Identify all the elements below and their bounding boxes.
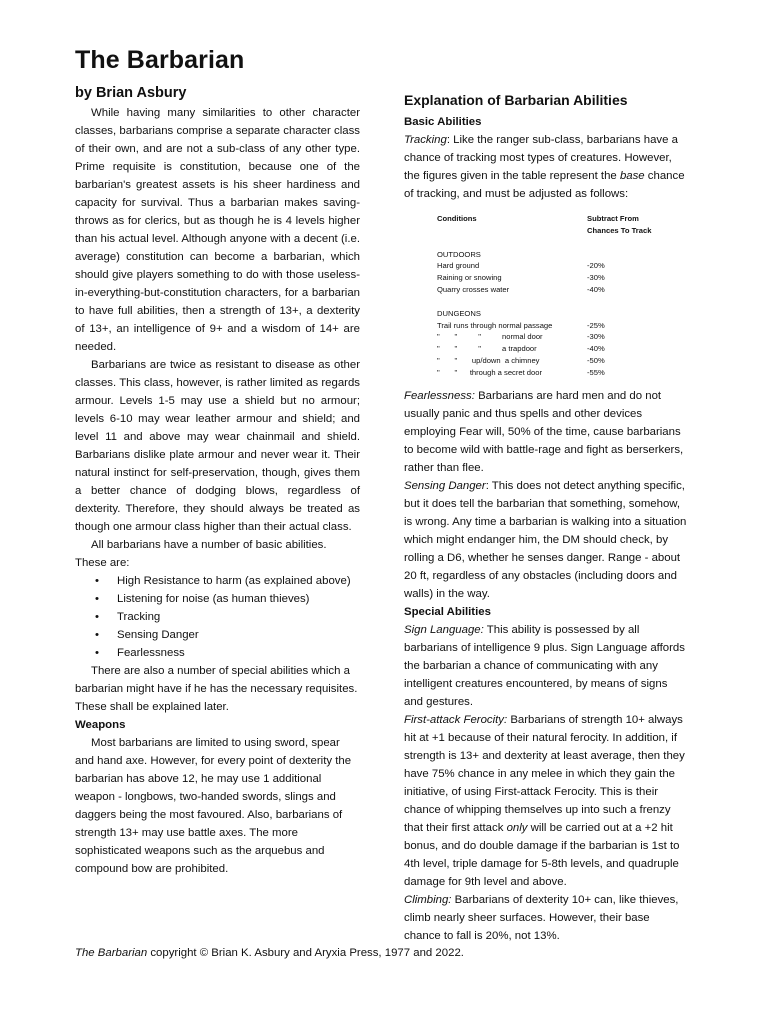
tracking-modifiers-table [437,213,651,379]
table-row [437,260,651,272]
right-column [404,90,689,945]
fearlessness-text: Barbarians are hard men and do not usually panic and thus spells and other devices employing Fear will, 50% of the time, cause barbarians to become wild with battle-rage and fight as berserkers, rather than flee. [404,389,684,474]
dungeons-label: DUNGEONS [437,308,481,318]
condition-cell: " " up/down a chimney [437,355,540,365]
special-abilities-intro: There are also a number of special abilities which a barbarian might have if he has the necessary requisites. These shall be explained later. [75,665,358,713]
condition-cell: Quarry crosses water [437,284,510,294]
climbing-label: Climbing: [404,893,452,906]
basic-abilities-list [75,572,360,662]
basic-abilities-heading: Basic Abilities [404,116,482,128]
table-header-row [437,213,651,237]
table-row [437,320,651,332]
climbing-text: Barbarians of dexterity 10+ can, like thieves, climb nearly sheer surfaces. However, their base chance to fall is 20%, not 13%. [404,893,679,942]
fearlessness-paragraph [404,387,689,477]
ferocity-paragraph [404,711,689,891]
climbing-paragraph [404,891,689,945]
footer-title: The Barbarian [75,947,148,959]
modifier-cell: -50% [587,355,605,365]
table-group-row [437,249,651,261]
subtract-header-line2: Chances To Track [587,225,652,235]
copyright-footer [75,947,464,959]
ferocity-text-end: will be carried out at a +2 hit bonus, and do double damage if the barbarian is 1st to 4th level, triple damage for 5-8th levels, and quadruple damage for 9th level and above. [404,821,680,888]
modifier-cell: -30% [587,273,605,283]
sensing-danger-label: Sensing Danger [404,479,486,492]
ferocity-text: Barbarians of strength 10+ always hit at +1 because of their natural ferocity. In addition, if strength is 13+ and dexterity at least average, then they have 75% chance in any melee in which they gain the initiative, of using First-attack Ferocity. This is their chance of whipping themselves up into such a frenzy that their first attack [404,713,685,834]
table-row [437,331,651,343]
sign-language-paragraph [404,621,689,711]
condition-cell: Raining or snowing [437,273,502,283]
section-heading: Explanation of Barbarian Abilities [404,92,628,108]
modifier-cell: -30% [587,332,605,342]
modifier-cell: -40% [587,284,605,294]
weapons-heading: Weapons [75,719,126,731]
table-row [437,343,651,355]
list-item: • Listening for noise (as human thieves) [117,590,360,608]
modifier-cell: -25% [587,320,605,330]
author-byline: by Brian Asbury [75,85,187,101]
weapons-paragraph: Most barbarians are limited to using sword, spear and hand axe. However, for every point of dexterity the barbarian has above 12, he may use 1 additional weapon - longbows, two-handed swords, slings and daggers being the most favoured. Also, barbarians of strength 13+ may use battle axes. The more sophisticated weapons such as the arquebus and compound bow are prohibited. [75,737,352,875]
tracking-text: : Like the ranger sub-class, barbarians have a chance of tracking most types of creatures. However, the figures given in the table represent the [404,134,678,182]
conditions-header: Conditions [437,214,477,223]
condition-cell: " " " normal door [437,332,543,342]
table-row [437,272,651,284]
condition-cell: Hard ground [437,261,480,271]
condition-cell: Trail runs through normal passage [437,320,553,330]
page-title: The Barbarian [75,46,245,74]
tracking-text-end: chance of tracking, and must be adjusted as follows: [404,170,685,200]
table-group-row [437,308,651,320]
table-spacer [437,237,651,249]
table-row [437,284,651,296]
ferocity-emphasis: only [506,821,528,834]
tracking-paragraph [404,131,689,203]
special-abilities-heading: Special Abilities [404,605,491,618]
sign-language-label: Sign Language: [404,623,484,636]
armour-paragraph: Barbarians are twice as resistant to disease as other classes. This class, however, is rather limited as regards armour. Levels 1-5 may use a shield but no armour; levels 6-10 may wear leather armour and shield; and level 11 and above may wear chainmail and shield. Barbarians dislike plate armour and never wear it. Their natural instinct for self-preservation, though, gives them a better chance of dodging blows, regardless of dexterity. Therefore, they should always be treated as though one armour class higher than their actual class. [75,359,360,533]
modifier-cell: -55% [587,367,605,377]
condition-cell: " " through a secret door [437,367,543,377]
footer-text: copyright © Brian K. Asbury and Aryxia Press, 1977 and 2022. [147,947,464,959]
table-spacer [437,296,651,308]
subtract-header [587,213,651,237]
sensing-danger-paragraph [404,477,689,603]
ferocity-label: First-attack Ferocity: [404,713,508,726]
tracking-emphasis: base [619,170,645,182]
subtract-header-line1: Subtract From [587,214,639,223]
modifier-cell: -20% [587,261,605,271]
modifier-cell: -40% [587,344,605,354]
sign-language-text: This ability is possessed by all barbarians of intelligence 9 plus. Sign Language affords the barbarian a chance of communicating with any intelligent creatures encountered, by means of signs and gestures. [404,623,685,708]
list-item: • Fearlessness [117,644,360,662]
table-row [437,355,651,367]
condition-cell: " " " a trapdoor [437,344,537,354]
list-item: • Sensing Danger [117,626,360,644]
intro-paragraph: While having many similarities to other character classes, barbarians comprise a separate character class of their own, and are not a sub-class of any other type. Prime requisite is constitution, because one of the barbarian's greatest assets is his sheer hardiness and capacity for survival. Thus a barbarian makes saving-throws as for clerics, but as though he is 4 levels higher than his actual level. Although anyone with a decent (i.e. average) constitution can become a barbarian, which should give players something to do with those useless-in-everything-but-constitution characters, for a barbarian to have full abilities, then a strength of 13+, a dexterity of 13+, an intelligence of 9+ and a wisdom of 14+ are needed. [75,107,360,353]
tracking-label: Tracking [404,134,447,146]
sensing-danger-text: : This does not detect anything specific, but it does tell the barbarian that something, somehow, is wrong. Any time a barbarian is walking into a situation which might endanger him, the DM should check, by rolling a D6, whether he senses danger. Range - about 20 ft, regardless of any obstacles (including doors and walls) in the way. [404,479,687,600]
left-column [75,104,360,878]
table-row [437,367,651,379]
list-item: • Tracking [117,608,360,626]
fearlessness-label: Fearlessness: [404,389,475,402]
basic-abilities-intro: All barbarians have a number of basic abilities. These are: [75,539,327,569]
outdoors-label: OUTDOORS [437,249,481,259]
list-item: • High Resistance to harm (as explained above) [117,572,360,590]
